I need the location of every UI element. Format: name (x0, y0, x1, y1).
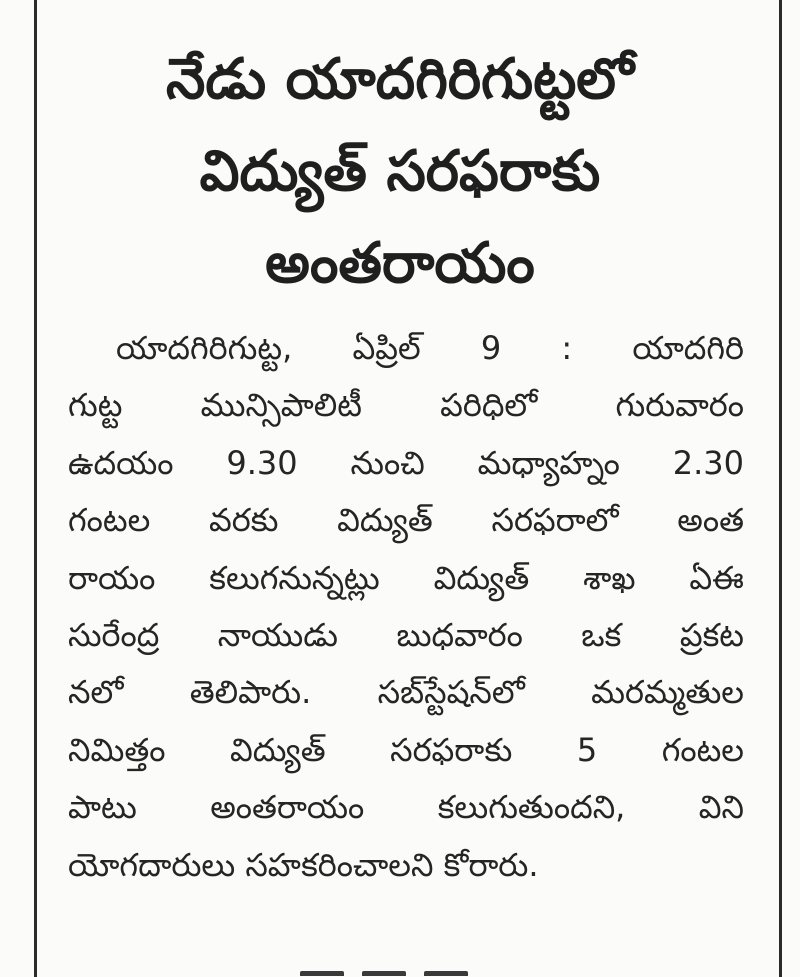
body-line: సురేంద్ర నాయుడు బుధవారం ఒక ప్రకట (68, 616, 744, 655)
column-rule-left (34, 0, 37, 977)
body-line: పాటు అంతరాయం కలుగుతుందని, విని (68, 788, 744, 827)
body-line: ఉదయం 9.30 నుంచి మధ్యాహ్నం 2.30 (68, 443, 744, 482)
cropped-next-headline-fragment (300, 966, 490, 976)
body-line: గంటల వరకు విద్యుత్ సరఫరాలో అంత (68, 501, 744, 540)
body-line: నిమిత్తం విద్యుత్ సరఫరాకు 5 గంటల (68, 730, 744, 769)
body-line: యాదగిరిగుట్ట, ఏప్రిల్ 9 : యాదగిరి (116, 329, 744, 367)
body-line: గుట్ట మున్సిపాలిటీ పరిధిలో గురువారం (68, 386, 744, 425)
column-rule-right (779, 0, 782, 977)
body-line: యోగదారులు సహకరించాలని కోరారు. (68, 845, 539, 884)
cropped-glyph-fragment (300, 971, 344, 976)
body-line: నలో తెలిపారు. సబ్‌స్టేషన్‌లో మరమ్మతుల (68, 673, 744, 712)
article-body (68, 320, 744, 894)
headline-line: విద్యుత్ సరఫరాకు (199, 139, 601, 204)
cropped-glyph-fragment (362, 971, 406, 976)
headline-line: నేడు యాదగిరిగుట్టలో (166, 47, 634, 112)
body-line: రాయం కలుగనున్నట్లు విద్యుత్ శాఖ ఏఈ (68, 558, 744, 597)
cropped-glyph-fragment (424, 971, 468, 976)
article-headline (60, 34, 740, 310)
headline-line: అంతరాయం (265, 231, 535, 296)
